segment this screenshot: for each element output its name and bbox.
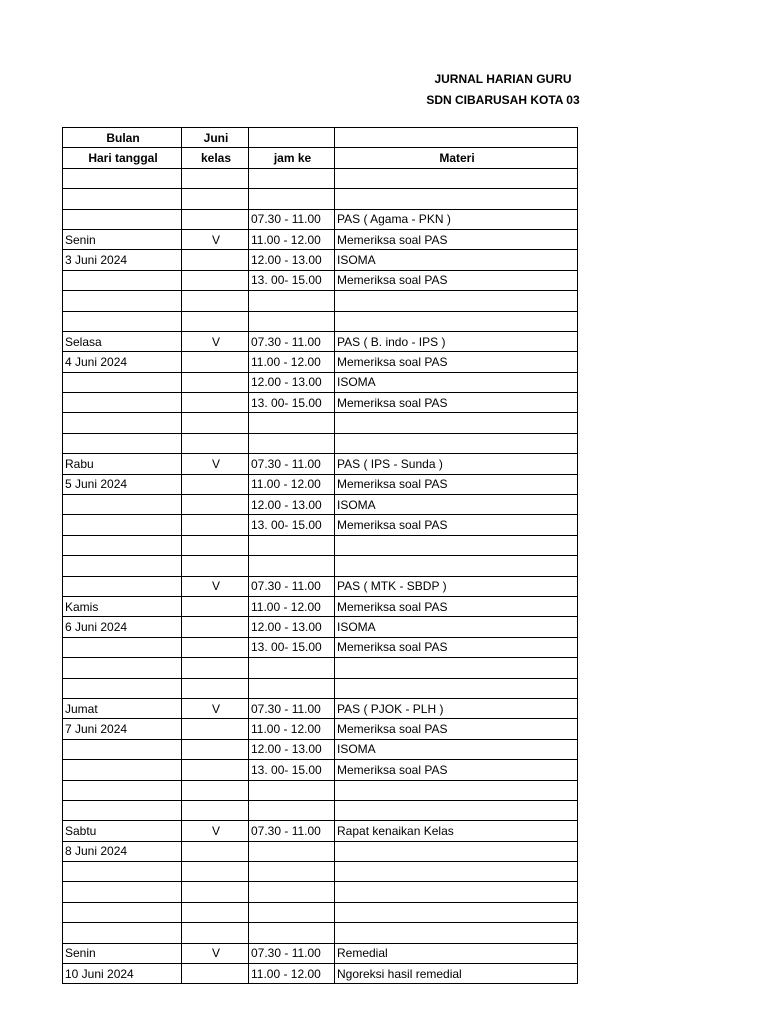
table-row bbox=[63, 495, 578, 515]
table-row bbox=[63, 739, 578, 759]
material-cell bbox=[335, 291, 578, 311]
class-cell bbox=[182, 393, 249, 413]
material-cell bbox=[335, 902, 578, 922]
table-row bbox=[63, 454, 578, 474]
table-row bbox=[63, 189, 578, 209]
class-cell bbox=[182, 291, 249, 311]
material-cell bbox=[335, 923, 578, 943]
material-cell bbox=[335, 678, 578, 698]
class-cell bbox=[182, 250, 249, 270]
time-cell: 12.00 - 13.00 bbox=[249, 250, 335, 270]
class-cell bbox=[182, 739, 249, 759]
day-date-cell bbox=[63, 413, 182, 433]
table-row bbox=[63, 515, 578, 535]
header-row-month bbox=[63, 128, 578, 148]
material-cell: ISOMA bbox=[335, 495, 578, 515]
table-row bbox=[63, 698, 578, 718]
material-cell: Memeriksa soal PAS bbox=[335, 596, 578, 616]
day-date-cell bbox=[63, 556, 182, 576]
material-cell bbox=[335, 800, 578, 820]
table-row bbox=[63, 229, 578, 249]
day-date-cell bbox=[63, 862, 182, 882]
day-date-cell bbox=[63, 678, 182, 698]
time-cell: 07.30 - 11.00 bbox=[249, 454, 335, 474]
table-row bbox=[63, 352, 578, 372]
material-cell: Memeriksa soal PAS bbox=[335, 393, 578, 413]
day-date-cell bbox=[63, 433, 182, 453]
class-cell bbox=[182, 209, 249, 229]
table-row bbox=[63, 841, 578, 861]
table-row bbox=[63, 168, 578, 188]
material-cell: Memeriksa soal PAS bbox=[335, 515, 578, 535]
day-date-cell bbox=[63, 515, 182, 535]
day-date-cell: Senin bbox=[63, 229, 182, 249]
class-cell bbox=[182, 495, 249, 515]
class-cell bbox=[182, 780, 249, 800]
document-title: JURNAL HARIAN GURU bbox=[434, 72, 572, 86]
material-cell: Remedial bbox=[335, 943, 578, 963]
time-cell: 11.00 - 12.00 bbox=[249, 596, 335, 616]
day-date-cell bbox=[63, 658, 182, 678]
day-date-cell: 5 Juni 2024 bbox=[63, 474, 182, 494]
time-cell bbox=[249, 413, 335, 433]
day-date-cell bbox=[63, 923, 182, 943]
class-cell bbox=[182, 902, 249, 922]
day-date-cell bbox=[63, 291, 182, 311]
day-date-cell bbox=[63, 393, 182, 413]
day-date-cell bbox=[63, 882, 182, 902]
table-row bbox=[63, 270, 578, 290]
table-row bbox=[63, 291, 578, 311]
time-cell: 13. 00- 15.00 bbox=[249, 760, 335, 780]
table-row bbox=[63, 902, 578, 922]
header-cell-month-value: Juni bbox=[182, 128, 249, 148]
day-date-cell: 10 Juni 2024 bbox=[63, 964, 182, 984]
time-cell: 12.00 - 13.00 bbox=[249, 372, 335, 392]
day-date-cell bbox=[63, 800, 182, 820]
header-cell-month-label: Bulan bbox=[63, 128, 182, 148]
time-cell: 13. 00- 15.00 bbox=[249, 515, 335, 535]
day-date-cell bbox=[63, 209, 182, 229]
time-cell: 07.30 - 11.00 bbox=[249, 698, 335, 718]
class-cell bbox=[182, 433, 249, 453]
time-cell: 13. 00- 15.00 bbox=[249, 637, 335, 657]
table-row bbox=[63, 576, 578, 596]
material-cell: ISOMA bbox=[335, 739, 578, 759]
table-row bbox=[63, 882, 578, 902]
table-row bbox=[63, 964, 578, 984]
class-cell bbox=[182, 168, 249, 188]
time-cell: 11.00 - 12.00 bbox=[249, 719, 335, 739]
time-cell: 07.30 - 11.00 bbox=[249, 821, 335, 841]
class-cell bbox=[182, 311, 249, 331]
day-date-cell: 7 Juni 2024 bbox=[63, 719, 182, 739]
material-cell: Memeriksa soal PAS bbox=[335, 637, 578, 657]
time-cell: 12.00 - 13.00 bbox=[249, 739, 335, 759]
table-row bbox=[63, 311, 578, 331]
material-cell: ISOMA bbox=[335, 372, 578, 392]
table-row bbox=[63, 413, 578, 433]
day-date-cell: Rabu bbox=[63, 454, 182, 474]
table-row bbox=[63, 923, 578, 943]
time-cell: 07.30 - 11.00 bbox=[249, 331, 335, 351]
table-row bbox=[63, 800, 578, 820]
day-date-cell bbox=[63, 780, 182, 800]
time-cell bbox=[249, 556, 335, 576]
material-cell bbox=[335, 311, 578, 331]
day-date-cell bbox=[63, 372, 182, 392]
material-cell: PAS ( Agama - PKN ) bbox=[335, 209, 578, 229]
class-cell: V bbox=[182, 698, 249, 718]
class-cell bbox=[182, 658, 249, 678]
time-cell bbox=[249, 189, 335, 209]
material-cell bbox=[335, 556, 578, 576]
time-cell: 07.30 - 11.00 bbox=[249, 576, 335, 596]
class-cell bbox=[182, 352, 249, 372]
material-cell bbox=[335, 413, 578, 433]
class-cell: V bbox=[182, 821, 249, 841]
class-cell bbox=[182, 923, 249, 943]
class-cell bbox=[182, 800, 249, 820]
material-cell bbox=[335, 882, 578, 902]
time-cell: 11.00 - 12.00 bbox=[249, 229, 335, 249]
time-cell: 07.30 - 11.00 bbox=[249, 209, 335, 229]
table-row bbox=[63, 719, 578, 739]
class-cell bbox=[182, 270, 249, 290]
table-row bbox=[63, 433, 578, 453]
table-row bbox=[63, 250, 578, 270]
day-date-cell bbox=[63, 739, 182, 759]
material-cell: Memeriksa soal PAS bbox=[335, 474, 578, 494]
day-date-cell: Jumat bbox=[63, 698, 182, 718]
time-cell: 11.00 - 12.00 bbox=[249, 964, 335, 984]
day-date-cell bbox=[63, 495, 182, 515]
day-date-cell bbox=[63, 311, 182, 331]
material-cell: ISOMA bbox=[335, 250, 578, 270]
class-cell bbox=[182, 862, 249, 882]
day-date-cell: 4 Juni 2024 bbox=[63, 352, 182, 372]
class-cell bbox=[182, 596, 249, 616]
day-date-cell bbox=[63, 760, 182, 780]
time-cell bbox=[249, 800, 335, 820]
table-row bbox=[63, 372, 578, 392]
table-row bbox=[63, 393, 578, 413]
class-cell bbox=[182, 372, 249, 392]
time-cell: 11.00 - 12.00 bbox=[249, 474, 335, 494]
table-row bbox=[63, 760, 578, 780]
class-cell: V bbox=[182, 454, 249, 474]
day-date-cell: 8 Juni 2024 bbox=[63, 841, 182, 861]
material-cell: Memeriksa soal PAS bbox=[335, 270, 578, 290]
table-row bbox=[63, 474, 578, 494]
day-date-cell bbox=[63, 902, 182, 922]
column-header-hour: jam ke bbox=[249, 148, 335, 168]
table-row bbox=[63, 617, 578, 637]
material-cell bbox=[335, 780, 578, 800]
class-cell bbox=[182, 556, 249, 576]
material-cell bbox=[335, 535, 578, 555]
class-cell bbox=[182, 617, 249, 637]
material-cell: Rapat kenaikan Kelas bbox=[335, 821, 578, 841]
table-row bbox=[63, 331, 578, 351]
material-cell: PAS ( B. indo - IPS ) bbox=[335, 331, 578, 351]
time-cell bbox=[249, 168, 335, 188]
table-row bbox=[63, 678, 578, 698]
time-cell bbox=[249, 291, 335, 311]
time-cell bbox=[249, 658, 335, 678]
class-cell bbox=[182, 474, 249, 494]
header-cell-empty bbox=[335, 128, 578, 148]
column-header-material: Materi bbox=[335, 148, 578, 168]
time-cell bbox=[249, 841, 335, 861]
material-cell: PAS ( IPS - Sunda ) bbox=[335, 454, 578, 474]
time-cell: 13. 00- 15.00 bbox=[249, 393, 335, 413]
table-row bbox=[63, 658, 578, 678]
material-cell: Ngoreksi hasil remedial bbox=[335, 964, 578, 984]
table-row bbox=[63, 821, 578, 841]
class-cell bbox=[182, 189, 249, 209]
table-row bbox=[63, 943, 578, 963]
table-row bbox=[63, 780, 578, 800]
table-row bbox=[63, 535, 578, 555]
time-cell bbox=[249, 311, 335, 331]
time-cell bbox=[249, 780, 335, 800]
class-cell: V bbox=[182, 943, 249, 963]
day-date-cell bbox=[63, 637, 182, 657]
table-row bbox=[63, 862, 578, 882]
class-cell bbox=[182, 760, 249, 780]
class-cell bbox=[182, 413, 249, 433]
time-cell bbox=[249, 678, 335, 698]
time-cell bbox=[249, 862, 335, 882]
time-cell bbox=[249, 923, 335, 943]
time-cell: 11.00 - 12.00 bbox=[249, 352, 335, 372]
class-cell bbox=[182, 964, 249, 984]
material-cell bbox=[335, 189, 578, 209]
time-cell: 12.00 - 13.00 bbox=[249, 495, 335, 515]
header-row-columns bbox=[63, 148, 578, 168]
material-cell: Memeriksa soal PAS bbox=[335, 229, 578, 249]
material-cell bbox=[335, 658, 578, 678]
day-date-cell: Sabtu bbox=[63, 821, 182, 841]
material-cell: Memeriksa soal PAS bbox=[335, 760, 578, 780]
day-date-cell: Senin bbox=[63, 943, 182, 963]
column-header-class: kelas bbox=[182, 148, 249, 168]
class-cell bbox=[182, 678, 249, 698]
class-cell bbox=[182, 535, 249, 555]
material-cell: ISOMA bbox=[335, 617, 578, 637]
class-cell bbox=[182, 841, 249, 861]
table-row bbox=[63, 556, 578, 576]
material-cell bbox=[335, 862, 578, 882]
material-cell bbox=[335, 841, 578, 861]
table-row bbox=[63, 637, 578, 657]
material-cell: PAS ( MTK - SBDP ) bbox=[335, 576, 578, 596]
school-name: SDN CIBARUSAH KOTA 03 bbox=[426, 93, 580, 107]
material-cell: Memeriksa soal PAS bbox=[335, 352, 578, 372]
time-cell bbox=[249, 535, 335, 555]
class-cell bbox=[182, 719, 249, 739]
material-cell: PAS ( PJOK - PLH ) bbox=[335, 698, 578, 718]
header-cell-empty bbox=[249, 128, 335, 148]
journal-table bbox=[62, 127, 578, 984]
time-cell bbox=[249, 902, 335, 922]
class-cell bbox=[182, 882, 249, 902]
day-date-cell: 6 Juni 2024 bbox=[63, 617, 182, 637]
time-cell bbox=[249, 882, 335, 902]
material-cell bbox=[335, 168, 578, 188]
class-cell: V bbox=[182, 576, 249, 596]
day-date-cell: 3 Juni 2024 bbox=[63, 250, 182, 270]
day-date-cell: Kamis bbox=[63, 596, 182, 616]
time-cell bbox=[249, 433, 335, 453]
day-date-cell bbox=[63, 270, 182, 290]
time-cell: 07.30 - 11.00 bbox=[249, 943, 335, 963]
column-header-date: Hari tanggal bbox=[63, 148, 182, 168]
time-cell: 13. 00- 15.00 bbox=[249, 270, 335, 290]
material-cell bbox=[335, 433, 578, 453]
day-date-cell bbox=[63, 535, 182, 555]
day-date-cell bbox=[63, 168, 182, 188]
day-date-cell bbox=[63, 189, 182, 209]
day-date-cell: Selasa bbox=[63, 331, 182, 351]
class-cell bbox=[182, 515, 249, 535]
table-row bbox=[63, 596, 578, 616]
class-cell: V bbox=[182, 229, 249, 249]
class-cell: V bbox=[182, 331, 249, 351]
table-row bbox=[63, 209, 578, 229]
day-date-cell bbox=[63, 576, 182, 596]
class-cell bbox=[182, 637, 249, 657]
material-cell: Memeriksa soal PAS bbox=[335, 719, 578, 739]
time-cell: 12.00 - 13.00 bbox=[249, 617, 335, 637]
